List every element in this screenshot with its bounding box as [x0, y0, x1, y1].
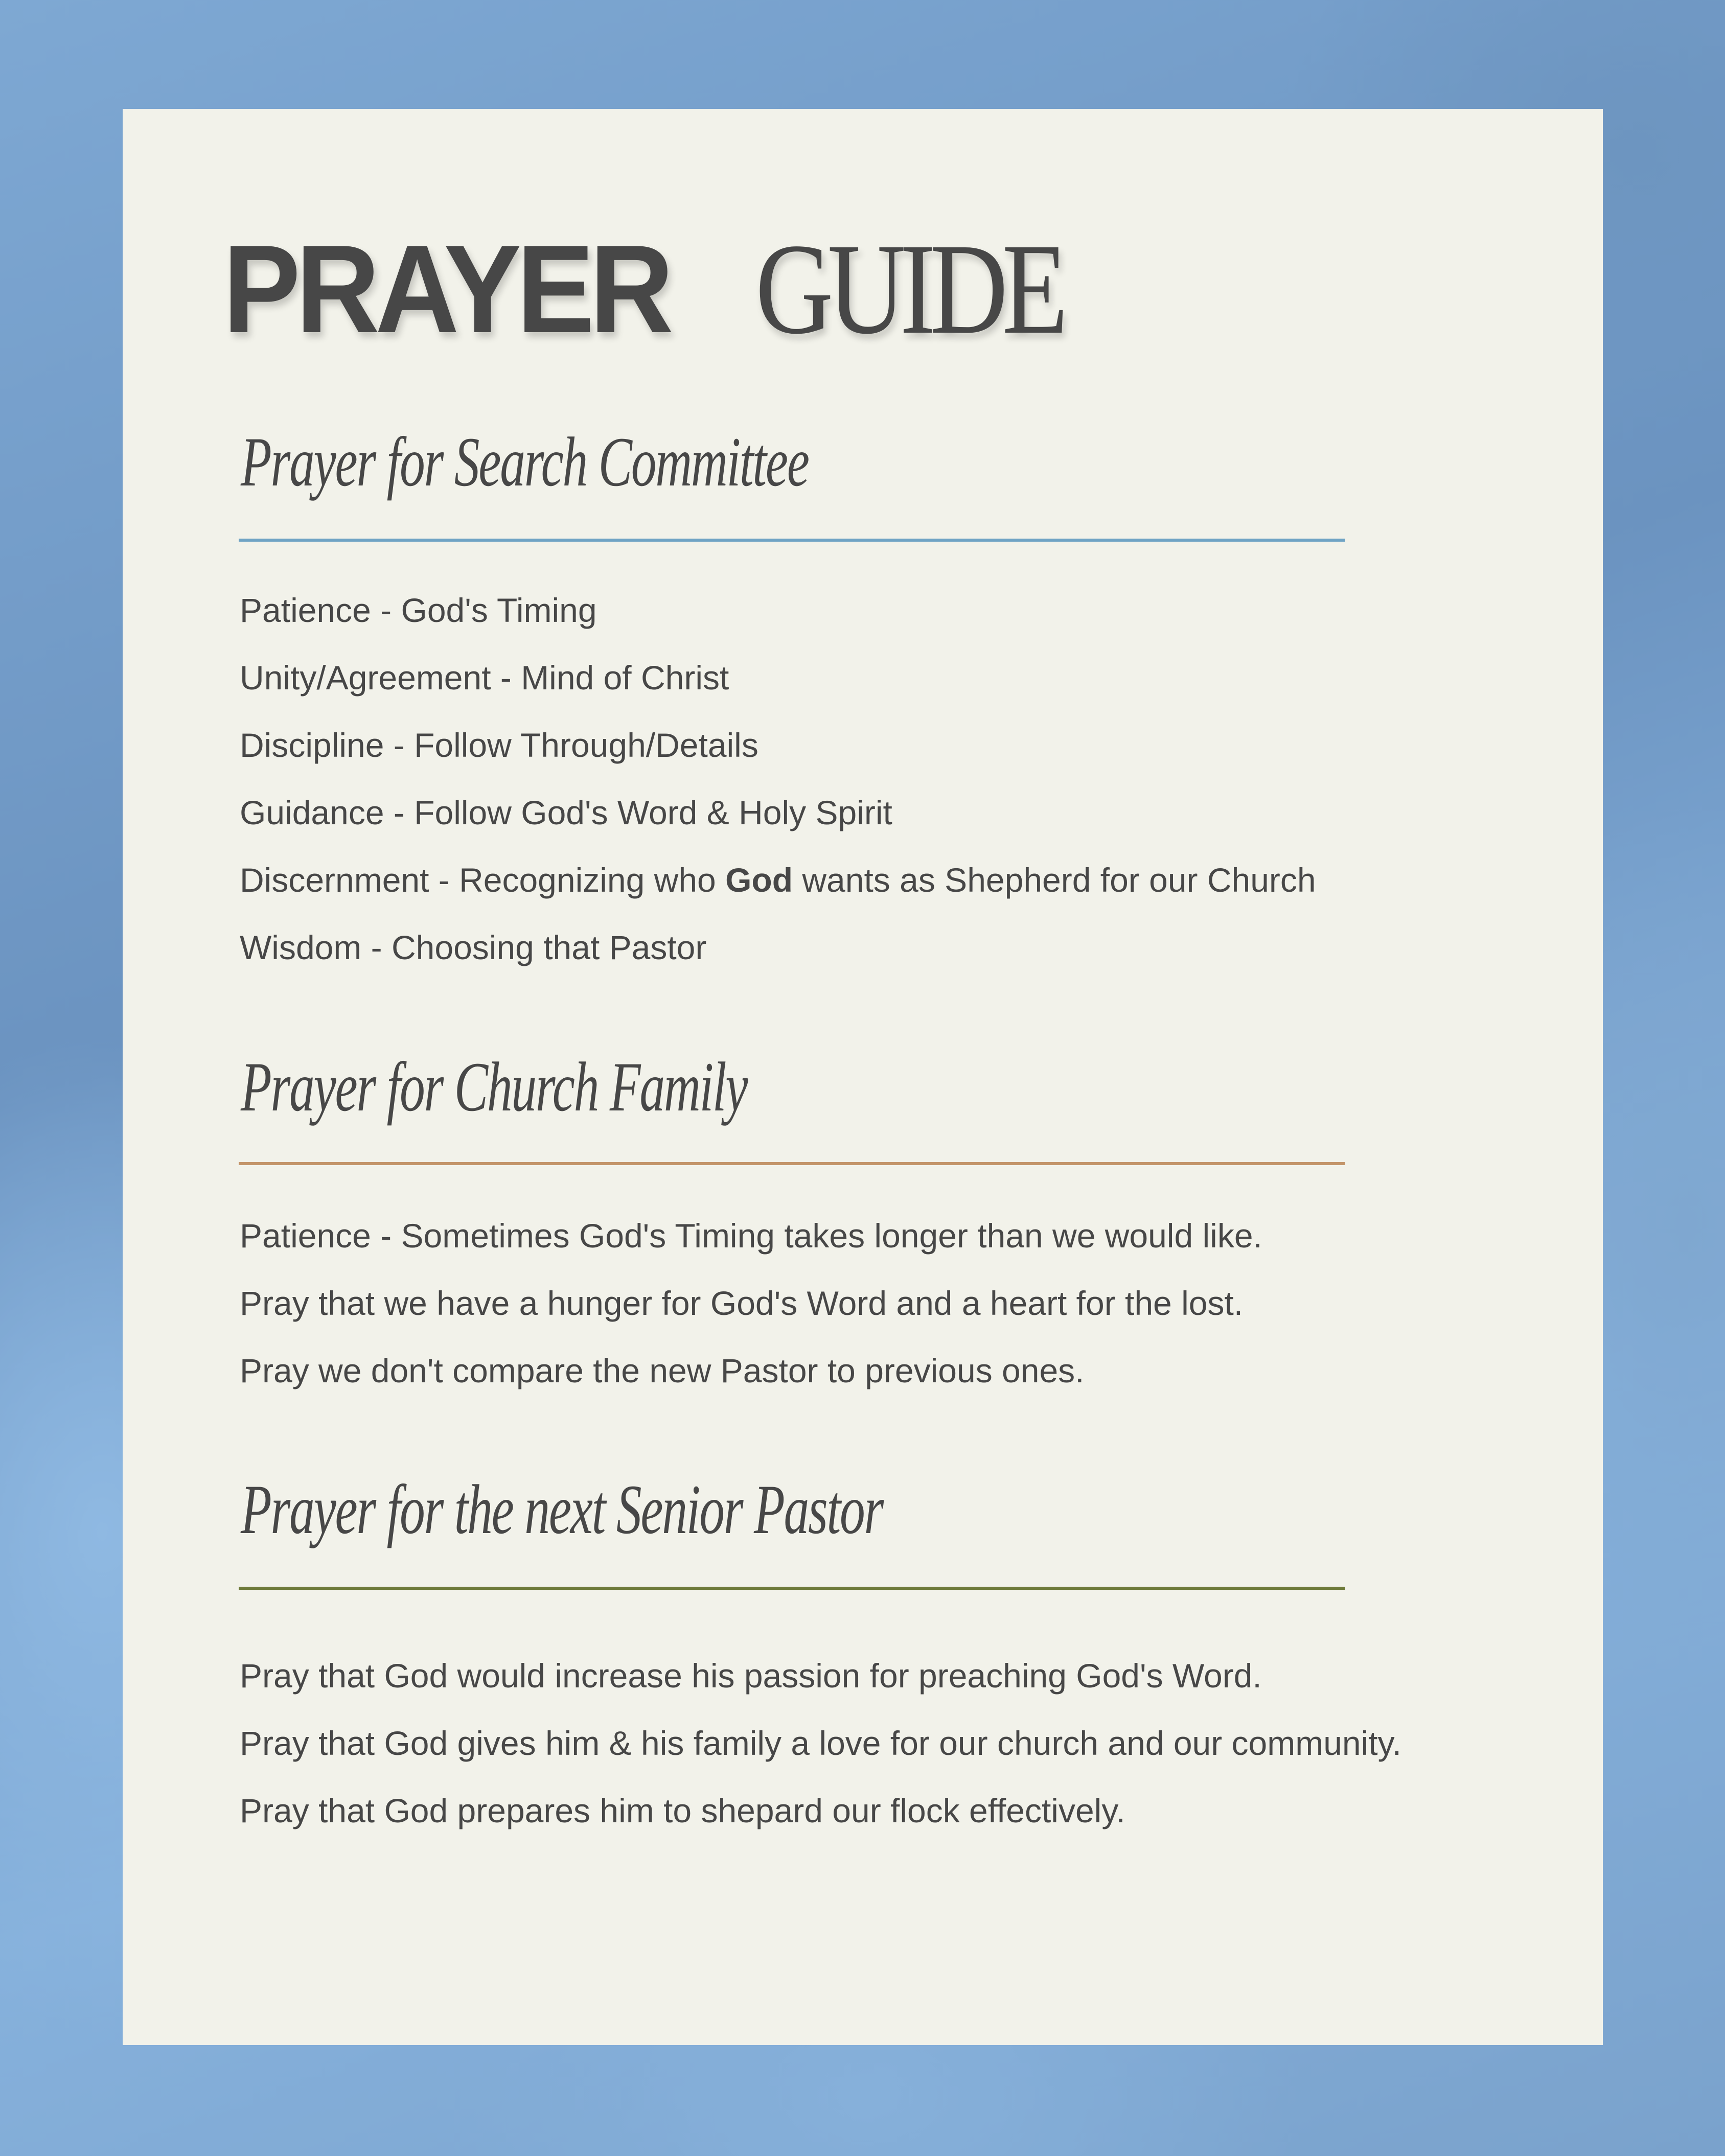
- section-divider: [239, 539, 1345, 542]
- list-item: Pray that God gives him & his family a love for our church and our community.: [240, 1724, 1402, 1762]
- list-item: Pray that God would increase his passion for preaching God's Word.: [240, 1657, 1262, 1695]
- title-prayer: PRAYER: [223, 219, 669, 359]
- prayer-guide-card: [123, 109, 1603, 2045]
- list-item: Pray that we have a hunger for God's Word and a heart for the lost.: [240, 1284, 1244, 1322]
- section-divider: [239, 1587, 1345, 1590]
- list-item: Discipline - Follow Through/Details: [240, 726, 758, 764]
- item-text: wants as Shepherd for our Church: [793, 861, 1316, 899]
- section-heading-church-family: Prayer for Church Family: [241, 1048, 747, 1126]
- list-item: [240, 863, 1316, 897]
- list-item: Unity/Agreement - Mind of Christ: [240, 659, 729, 697]
- list-item: Pray we don't compare the new Pastor to previous ones.: [240, 1352, 1085, 1389]
- item-text: Discernment - Recognizing who: [240, 861, 726, 899]
- item-emphasis: God: [725, 861, 793, 899]
- section-divider: [239, 1162, 1345, 1165]
- list-item: Patience - God's Timing: [240, 591, 597, 629]
- page-title: [223, 217, 1063, 361]
- section-heading-search-committee: Prayer for Search Committee: [241, 423, 809, 501]
- list-item: Wisdom - Choosing that Pastor: [240, 929, 707, 966]
- list-item: Pray that God prepares him to shepard our flock effectively.: [240, 1792, 1125, 1829]
- title-guide: GUIDE: [755, 217, 1063, 361]
- list-item: Guidance - Follow God's Word & Holy Spirit: [240, 794, 892, 831]
- section-heading-senior-pastor: Prayer for the next Senior Pastor: [241, 1470, 883, 1548]
- list-item: Patience - Sometimes God's Timing takes longer than we would like.: [240, 1217, 1262, 1255]
